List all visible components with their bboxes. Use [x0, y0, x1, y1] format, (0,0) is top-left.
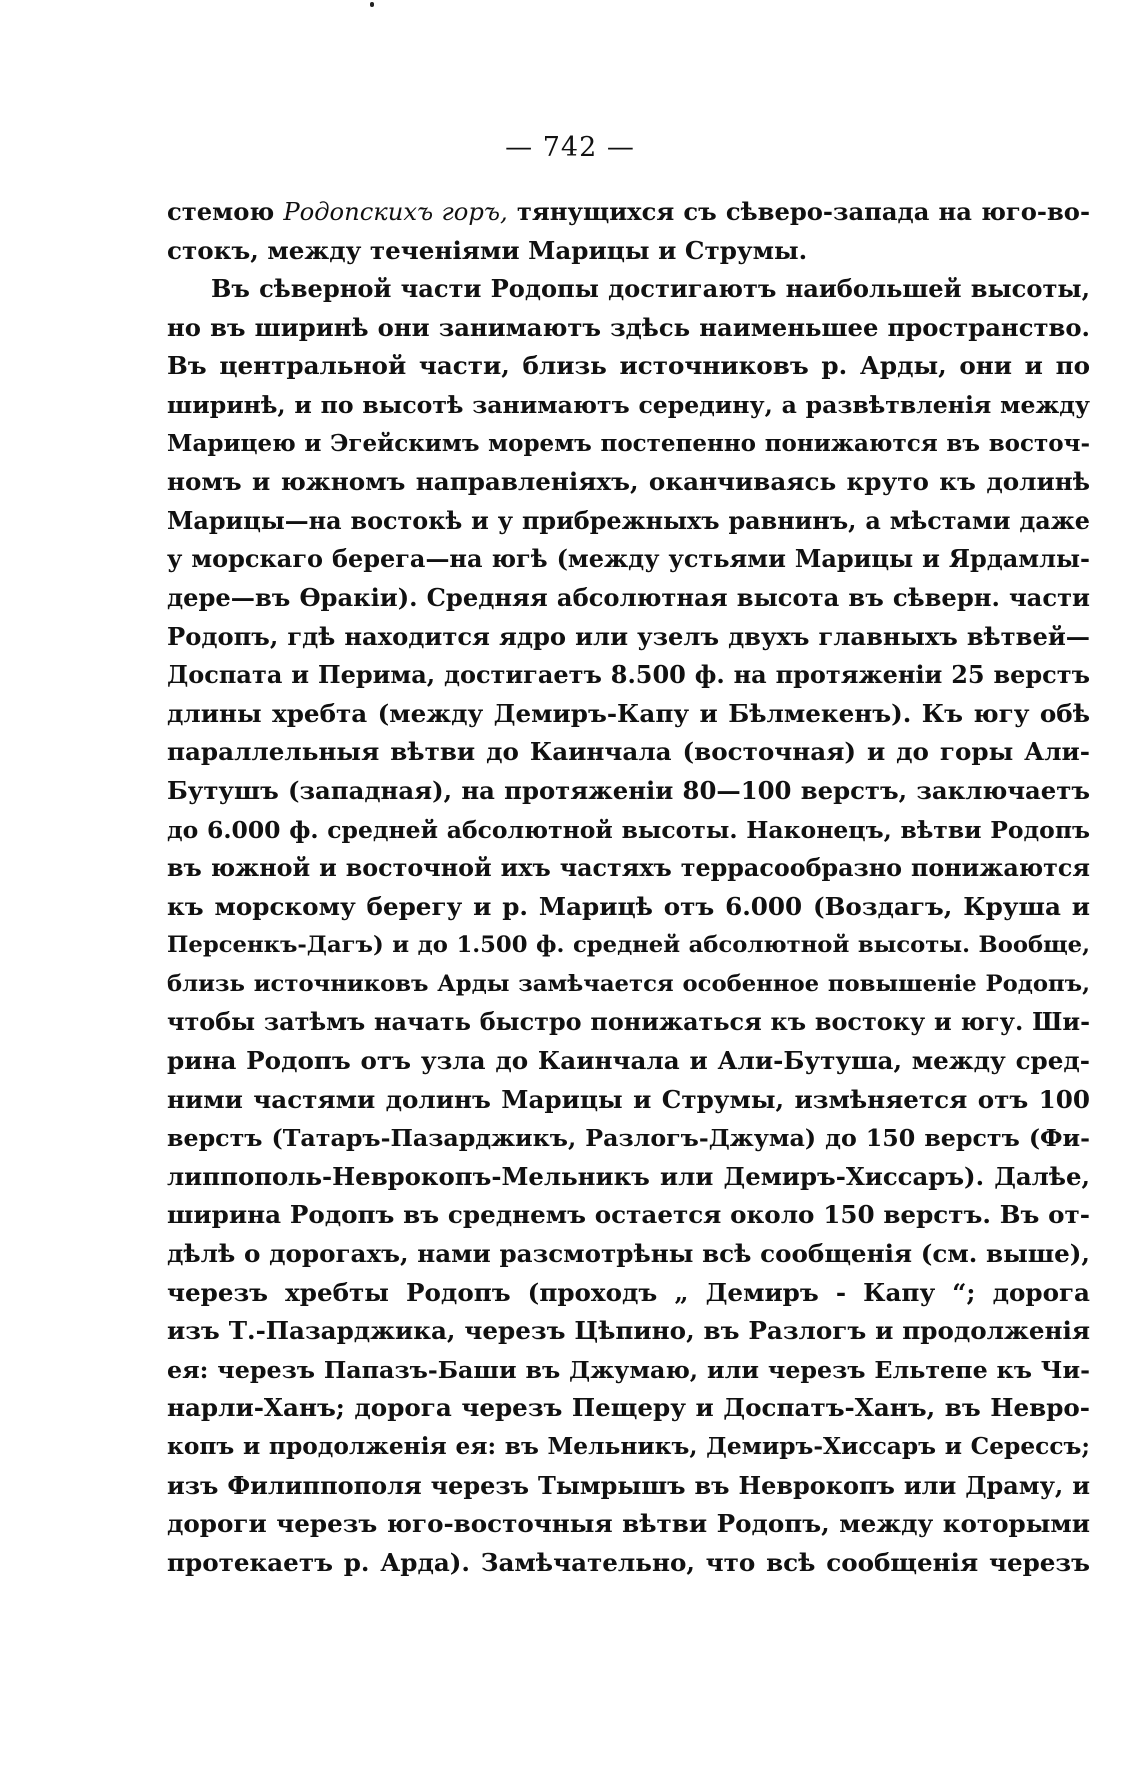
text-line: Марицы—на востокѣ и у прибрежныхъ равнинъ, а мѣстами даже [167, 506, 1090, 535]
page-number: — 742 — [505, 132, 635, 163]
text-line: ними частями долинъ Марицы и Струмы, измѣняется отъ 100 [167, 1084, 1090, 1114]
text-line: дѣлѣ о дорогахъ, нами разсмотрѣны всѣ сообщенія (см. выше), [167, 1239, 1090, 1269]
text-line: ширинѣ, и по высотѣ занимаютъ середину, а развѣтвленія между [167, 390, 1090, 419]
text-line: изъ Т.-Пазарджика, черезъ Цѣпино, въ Разлогъ и продолженія [167, 1316, 1090, 1346]
text-line: номъ и южномъ направленіяхъ, оканчиваясь круто къ долинѣ [167, 467, 1090, 497]
text-line: у морскаго берега—на югѣ (между устьями Марицы и Ярдамлы- [167, 544, 1090, 574]
body-text [167, 193, 1090, 1582]
scan-speck [370, 2, 374, 7]
text-line: параллельныя вѣтви до Каинчала (восточная) и до горы Али- [167, 737, 1090, 767]
text-line: Доспата и Перима, достигаетъ 8.500 ф. на протяженіи 25 верстъ [167, 660, 1090, 690]
text-line: протекаетъ р. Арда). Замѣчательно, что всѣ сообщенія черезъ [167, 1547, 1090, 1577]
text-line: рина Родопъ отъ узла до Каинчала и Али-Бутуша, между сред- [167, 1046, 1090, 1076]
text-line: Въ центральной части, близь источниковъ р. Арды, они и по [167, 351, 1090, 381]
paragraph-first-line: Въ сѣверной части Родопы достигаютъ наибольшей высоты, [211, 274, 1090, 304]
text-line: дере—въ Ѳракіи). Средняя абсолютная высота въ сѣверн. части [167, 582, 1090, 612]
text-line: но въ ширинѣ они занимаютъ здѣсь наименьшее пространство. [167, 312, 1090, 342]
text-line: до 6.000 ф. средней абсолютной высоты. Наконецъ, вѣтви Родопъ [167, 815, 1090, 844]
text-line: стокъ, между теченіями Марицы и Струмы. [167, 235, 808, 265]
text-line: черезъ хребты Родопъ (проходъ „ Демиръ - Капу “; дорога [167, 1277, 1090, 1307]
text-line: ширина Родопъ въ среднемъ остается около 150 верстъ. Въ от- [167, 1200, 1090, 1230]
text-line: изъ Филиппополя черезъ Тымрышъ въ Неврокопъ или Драму, и [167, 1471, 1090, 1500]
text-line: длины хребта (между Демиръ-Капу и Бѣлмекенъ). Къ югу обѣ [167, 698, 1090, 728]
text-line: чтобы затѣмъ начать быстро понижаться къ востоку и югу. Ши- [167, 1008, 1090, 1037]
text-line: Родопъ, гдѣ находится ядро или узелъ двухъ главныхъ вѣтвей— [167, 621, 1090, 651]
text-line: верстъ (Татаръ-Пазарджикъ, Разлогъ-Джума) до 150 верстъ (Фи- [167, 1124, 1090, 1153]
text-line: копъ и продолженія ея: въ Мельникъ, Демиръ-Хиссаръ и Серессъ; [167, 1433, 1090, 1460]
text-line: близь источниковъ Арды замѣчается особенное повышеніе Родопъ, [167, 970, 1090, 997]
text-line: нарли-Ханъ; дорога черезъ Пещеру и Доспатъ-Ханъ, въ Невро- [167, 1393, 1090, 1423]
text-line: стемою Родопскихъ горъ, тянущихся съ сѣверо-запада на юго-во- [167, 197, 1090, 226]
text-line: къ морскому берегу и р. Марицѣ отъ 6.000 (Воздагъ, Круша и [167, 891, 1090, 921]
text-line: Бутушъ (западная), на протяженіи 80—100 верстъ, заключаетъ [167, 775, 1090, 805]
text-line: въ южной и восточной ихъ частяхъ террасообразно понижаются [167, 854, 1090, 883]
italic-term: Родопскихъ горъ, [283, 198, 508, 226]
text-line: ея: черезъ Папазъ-Баши въ Джумаю, или черезъ Ельтепе къ Чи- [167, 1355, 1090, 1384]
text-line: Персенкъ-Дагъ) и до 1.500 ф. средней абсолютной высоты. Вообще, [167, 932, 1090, 959]
text-line: Марицею и Эгейскимъ моремъ постепенно понижаются въ восточ- [167, 429, 1090, 457]
text-line: дороги черезъ юго-восточныя вѣтви Родопъ, между которыми [167, 1509, 1090, 1539]
text-line: липпополь-Неврокопъ-Мельникъ или Демиръ-Хиссаръ). Далѣе, [167, 1161, 1090, 1191]
